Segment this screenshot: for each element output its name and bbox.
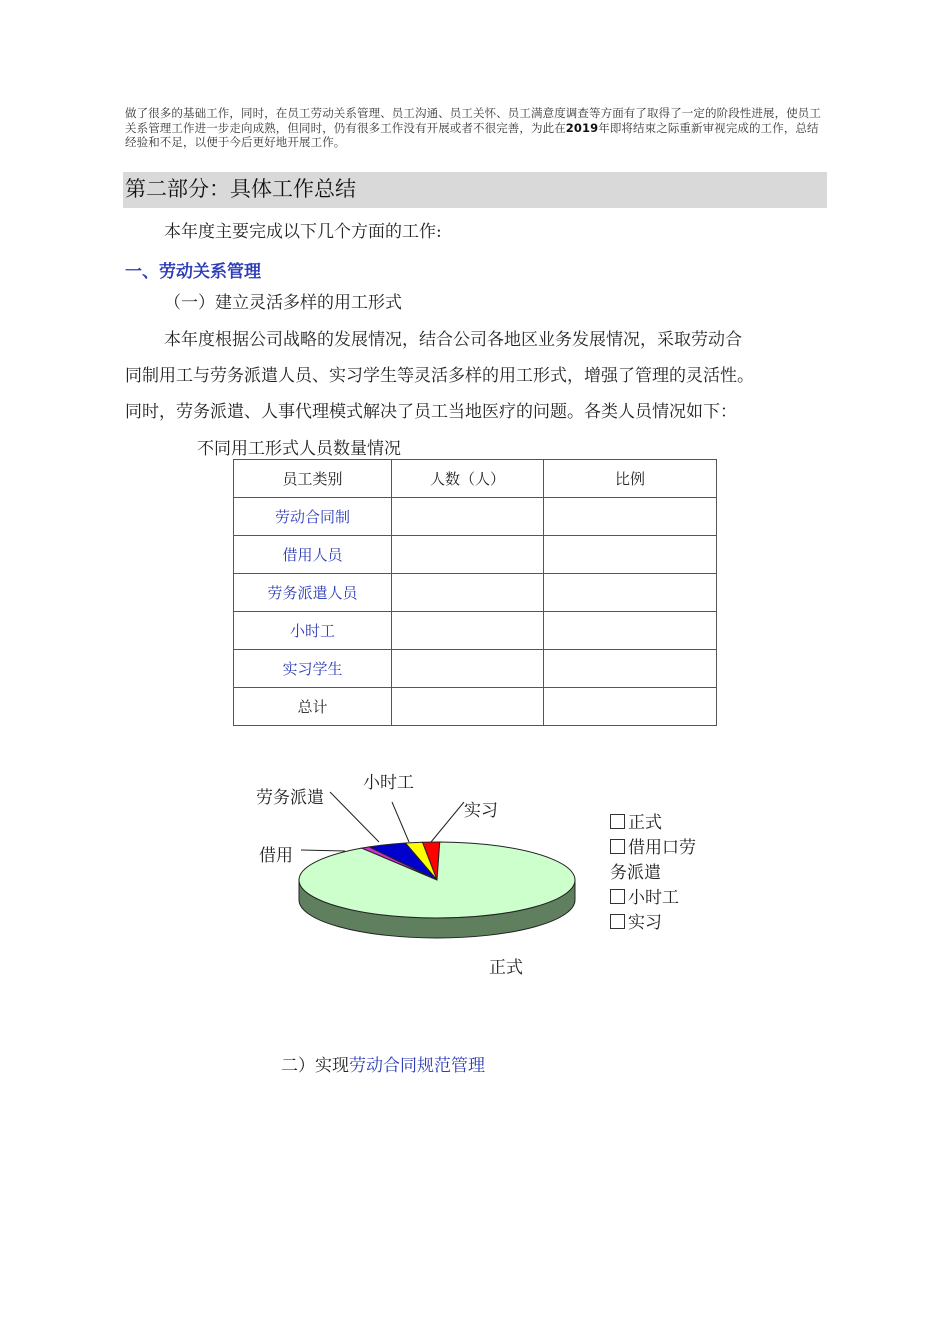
row-category: 总计 xyxy=(234,688,392,726)
legend-swatch xyxy=(610,914,625,929)
table-title: 不同用工形式人员数量情况 xyxy=(197,439,401,459)
legend-label: 实习 xyxy=(628,913,662,933)
legend-swatch xyxy=(610,814,625,829)
pie-legend xyxy=(610,811,720,936)
legend-entry xyxy=(610,836,720,861)
pie-slice-label: 劳务派遣 xyxy=(256,788,324,808)
header-count: 人数（人） xyxy=(392,460,544,498)
intro-text-before: 做了很多的基础工作，同时，在员工劳动关系管理、员工沟通、员工关怀、员工满意度调查等方面有了取得了一定的阶段性进展，使员工关系管理工作进一步走向成熟，但同时，仍有很多工作没有开展或者不很完善，为此在 xyxy=(125,106,821,135)
legend-entry xyxy=(610,911,720,936)
row-category[interactable]: 劳动合同制 xyxy=(234,498,392,536)
legend-label: 务派遣 xyxy=(610,863,661,883)
subheading-contract-management xyxy=(281,1054,485,1078)
pie-leader-line xyxy=(431,802,464,842)
pie-slice-label: 借用 xyxy=(259,846,293,866)
legend-swatch xyxy=(610,889,625,904)
paragraph-line-2: 同制用工与劳务派遣人员、实习学生等灵活多样的用工形式，增强了管理的灵活性。 xyxy=(125,366,754,386)
legend-label: 小时工 xyxy=(628,888,679,908)
pie-leader-line xyxy=(330,792,379,842)
pie-slice-label: 正式 xyxy=(489,958,523,978)
row-category[interactable]: 小时工 xyxy=(234,612,392,650)
row-category[interactable]: 借用人员 xyxy=(234,536,392,574)
pie-leader-line xyxy=(301,850,345,851)
pie-leader-line xyxy=(392,802,409,842)
header-ratio: 比例 xyxy=(544,460,717,498)
legend-label: 借用口劳 xyxy=(628,838,696,858)
opening-sentence: 本年度主要完成以下几个方面的工作: xyxy=(164,222,442,242)
legend-swatch xyxy=(610,839,625,854)
subheading-employment-forms: （一）建立灵活多样的用工形式 xyxy=(164,293,402,313)
sub2-prefix: 二）实现 xyxy=(281,1056,349,1076)
legend-entry xyxy=(610,861,720,886)
paragraph-line-3: 同时，劳务派遣、人事代理模式解决了员工当地医疗的问题。各类人员情况如下： xyxy=(125,402,737,422)
legend-label: 正式 xyxy=(628,813,662,833)
row-category[interactable]: 实习学生 xyxy=(234,650,392,688)
intro-year: 2019 xyxy=(565,120,599,135)
legend-entry xyxy=(610,811,720,836)
intro-text-after: 年即将结束之际重新审视完成的工作，总结经验和不足，以便于今后更好地开展工作。 xyxy=(125,120,819,149)
pie-slice-label: 实习 xyxy=(464,801,498,821)
row-category[interactable]: 劳务派遣人员 xyxy=(234,574,392,612)
paragraph-line-1: 本年度根据公司战略的发展情况，结合公司各地区业务发展情况，采取劳动合 xyxy=(164,330,742,350)
header-category: 员工类别 xyxy=(234,460,392,498)
section-title: 第二部分：具体工作总结 xyxy=(125,177,356,201)
sub2-link[interactable]: 劳动合同规范管理 xyxy=(349,1056,485,1076)
heading-labor-relations: 一、劳动关系管理 xyxy=(125,262,261,282)
pie-chart-group xyxy=(299,842,575,938)
legend-entry xyxy=(610,886,720,911)
pie-slice-label: 小时工 xyxy=(363,773,414,793)
